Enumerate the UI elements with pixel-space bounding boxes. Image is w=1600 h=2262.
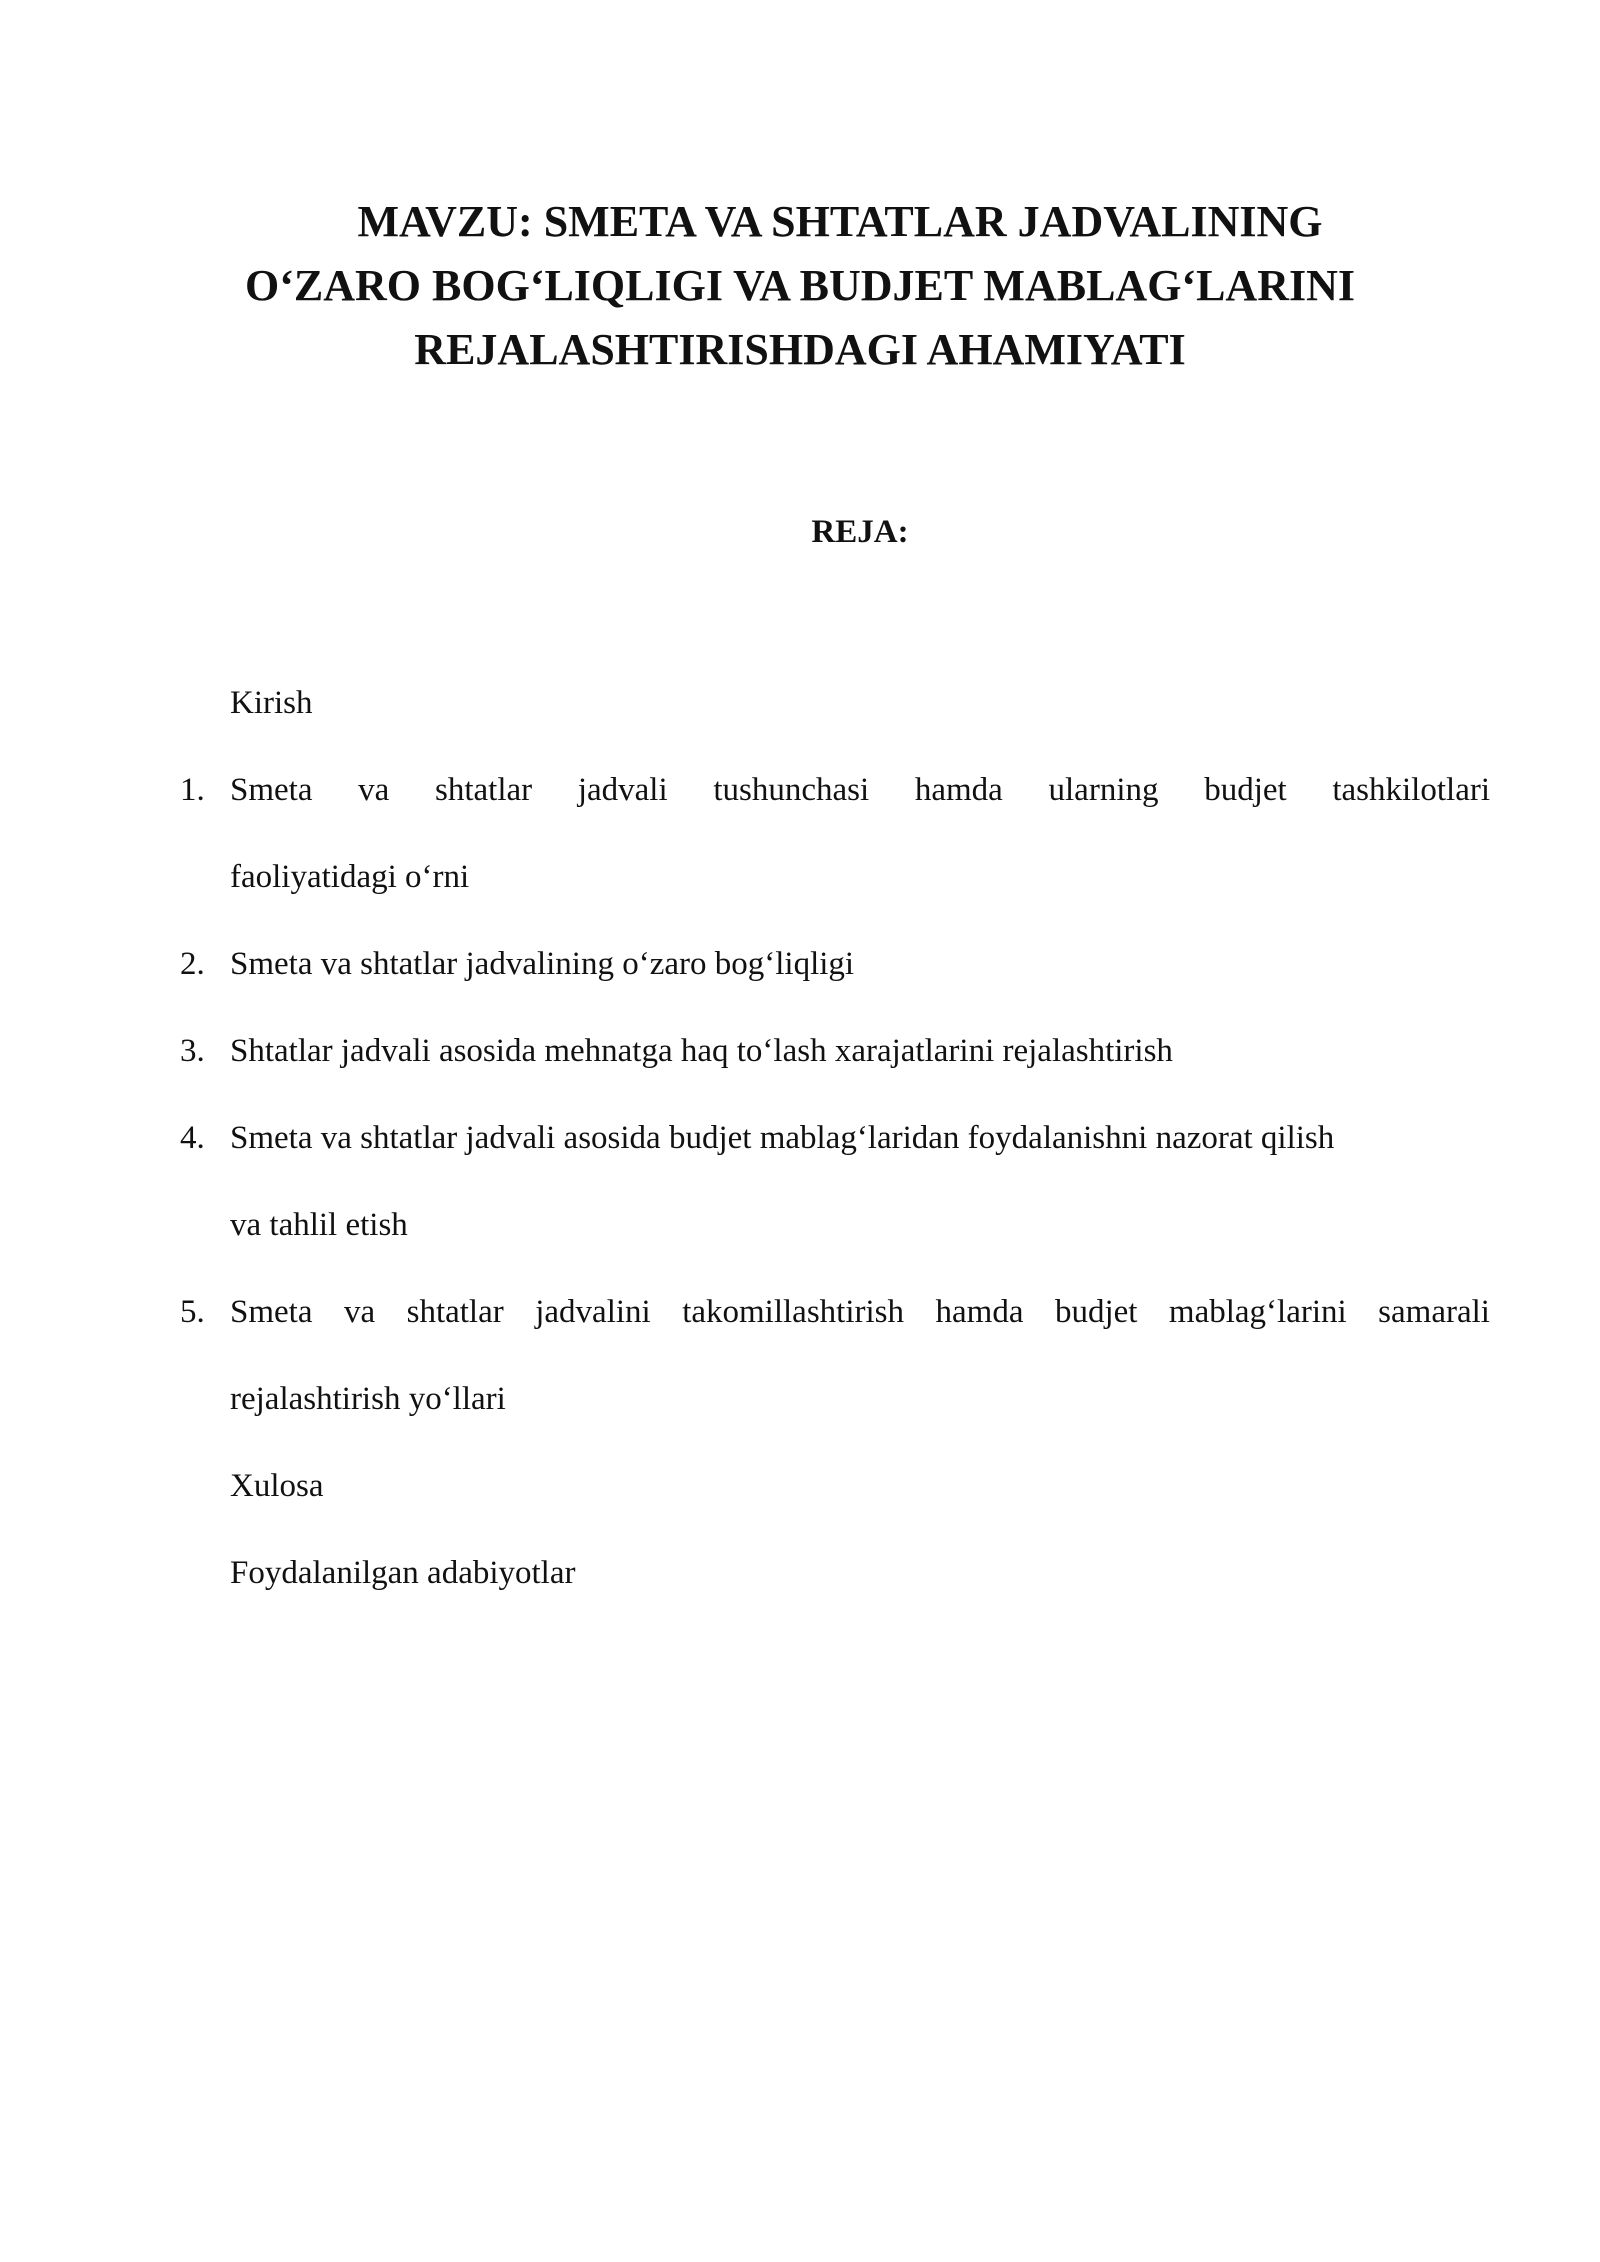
plan-item-number: 3. xyxy=(180,1033,205,1069)
title-line-1: MAVZU: SMETA VA SHTATLAR JADVALINING xyxy=(357,197,1323,246)
plan-conclusion: Xulosa xyxy=(230,1468,324,1504)
plan-item-number: 2. xyxy=(180,946,205,982)
word: shtatlar xyxy=(406,1294,504,1330)
plan-item-number: 5. xyxy=(180,1294,205,1330)
word: budjet xyxy=(1204,772,1287,808)
plan-intro: Kirish xyxy=(230,685,313,721)
plan-item-3 xyxy=(180,1008,1490,1095)
word: va xyxy=(343,1294,376,1330)
word: takomillashtirish xyxy=(682,1294,905,1330)
plan-item-number: 1. xyxy=(180,772,205,808)
plan-item-text-continuation: rejalashtirish yo‘llari xyxy=(230,1381,506,1417)
word: Smeta xyxy=(230,1294,313,1330)
plan-heading: REJA: xyxy=(811,514,909,550)
word: ularning xyxy=(1048,772,1159,808)
title-line-2: O‘ZARO BOG‘LIQLIGI VA BUDJET MABLAG‘LARINI xyxy=(245,261,1355,310)
plan-item-text: Smeta va shtatlar jadvalining o‘zaro bog‘liqligi xyxy=(230,946,855,982)
plan-item-text-continuation: va tahlil etish xyxy=(230,1207,408,1243)
plan-item-text-continuation: faoliyatidagi o‘rni xyxy=(230,859,470,895)
word: mablag‘larini xyxy=(1168,1294,1347,1330)
word: shtatlar xyxy=(435,772,533,808)
plan-references: Foydalanilgan adabiyotlar xyxy=(230,1555,576,1591)
plan-item-4 xyxy=(180,1095,1490,1269)
word: samarali xyxy=(1378,1294,1490,1330)
plan-list xyxy=(180,660,1490,1617)
word: va xyxy=(358,772,390,808)
word: hamda xyxy=(914,772,1003,808)
word: budjet xyxy=(1054,1294,1138,1330)
plan-item-text-line xyxy=(230,747,1490,834)
plan-item-number: 4. xyxy=(180,1120,205,1156)
word: jadvalini xyxy=(535,1294,651,1330)
plan-item-1 xyxy=(180,747,1490,921)
plan-item-text-line xyxy=(230,1269,1490,1356)
title-line-3: REJALASHTIRISHDAGI AHAMIYATI xyxy=(414,325,1186,374)
plan-item-text: Shtatlar jadvali asosida mehnatga haq to‘lash xarajatlarini rejalashtirish xyxy=(230,1033,1173,1069)
word: tushunchasi xyxy=(713,772,870,808)
word: hamda xyxy=(935,1294,1024,1330)
plan-item-5 xyxy=(180,1269,1490,1443)
document-title xyxy=(160,190,1440,382)
plan-item-text: Smeta va shtatlar jadvali asosida budjet mablag‘laridan foydalanishni nazorat qilish xyxy=(230,1120,1335,1156)
word: Smeta xyxy=(230,772,313,808)
word: jadvali xyxy=(577,772,668,808)
word: tashkilotlari xyxy=(1332,772,1490,808)
plan-item-2 xyxy=(180,921,1490,1008)
